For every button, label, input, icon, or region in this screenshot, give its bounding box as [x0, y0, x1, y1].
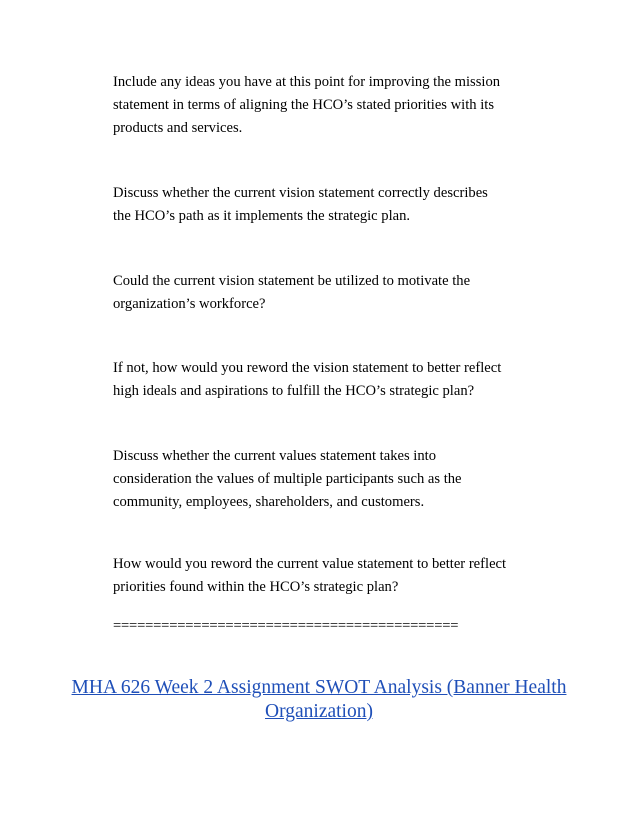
- text-line: priorities found within the HCO’s strategic plan?: [113, 579, 399, 595]
- text-line: organization’s workforce?: [113, 296, 266, 312]
- text-line: If not, how would you reword the vision statement to better reflect: [113, 360, 502, 376]
- text-line: high ideals and aspirations to fulfill the HCO’s strategic plan?: [113, 383, 475, 399]
- equals-divider: ===========================================: [113, 618, 459, 634]
- assignment-link[interactable]: [60, 676, 578, 724]
- assignment-link-line-2[interactable]: Organization): [265, 701, 373, 722]
- paragraph-vision-reword: [113, 357, 573, 403]
- text-line: consideration the values of multiple participants such as the: [113, 471, 462, 487]
- text-line: statement in terms of aligning the HCO’s stated priorities with its: [113, 97, 495, 113]
- text-line: Discuss whether the current values statement takes into: [113, 448, 436, 464]
- text-line: Include any ideas you have at this point for improving the mission: [113, 74, 501, 90]
- paragraph-vision-motivate: [113, 270, 573, 316]
- paragraph-vision-describes: [113, 182, 573, 228]
- text-line: How would you reword the current value statement to better reflect: [113, 556, 507, 572]
- text-line: products and services.: [113, 120, 243, 136]
- paragraph-mission-ideas: [113, 71, 573, 140]
- paragraph-value-reword: [113, 553, 573, 599]
- text-line: community, employees, shareholders, and customers.: [113, 494, 425, 510]
- paragraph-values-statement: [113, 445, 573, 514]
- assignment-link-line-1[interactable]: MHA 626 Week 2 Assignment SWOT Analysis (Banner Health: [71, 677, 567, 698]
- text-line: Discuss whether the current vision statement correctly describes: [113, 185, 488, 201]
- text-line: the HCO’s path as it implements the strategic plan.: [113, 208, 411, 224]
- text-line: Could the current vision statement be utilized to motivate the: [113, 273, 471, 289]
